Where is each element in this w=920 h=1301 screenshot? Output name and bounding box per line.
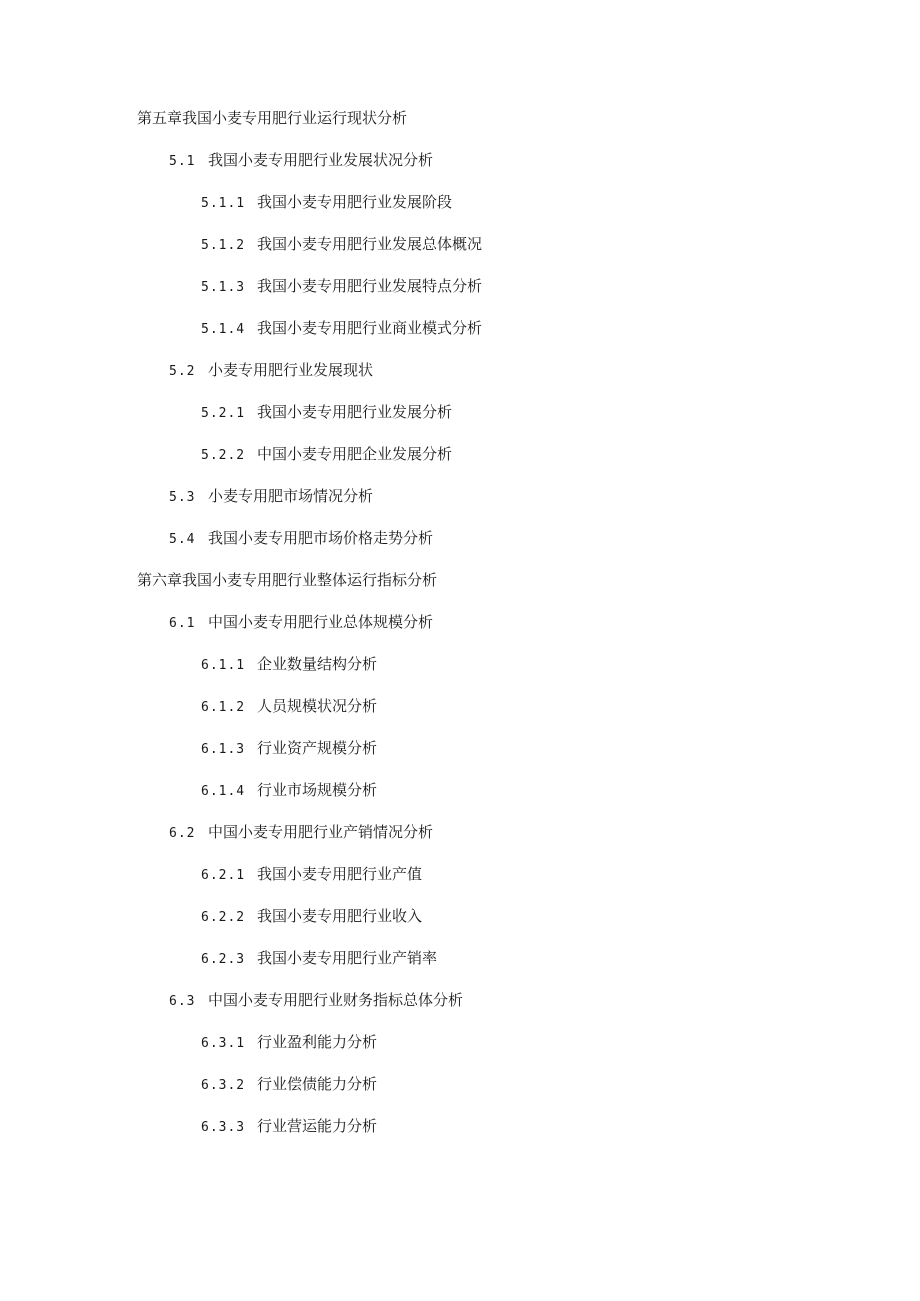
toc-entry-number: 5.1.4: [201, 322, 246, 337]
toc-entry-number: 5.1.2: [201, 238, 246, 253]
toc-entry-title: 第五章我国小麦专用肥行业运行现状分析: [137, 109, 408, 127]
toc-entry-title: 中国小麦专用肥行业总体规模分析: [208, 613, 434, 631]
toc-entry-number: 6.2.3: [201, 952, 246, 967]
toc-entry-number: 6.2.1: [201, 868, 246, 883]
toc-entry-subsection: [0, 859, 920, 901]
toc-entry-number: 6.1.4: [201, 784, 246, 799]
toc-entry-number: 5.2: [169, 364, 196, 379]
toc-entry-subsection: [0, 1069, 920, 1111]
toc-entry-number: 5.4: [169, 532, 196, 547]
toc-entry-title: 我国小麦专用肥行业发展分析: [257, 403, 453, 421]
toc-entry-title: 我国小麦专用肥行业收入: [257, 907, 423, 925]
toc-entry-subsection: [0, 691, 920, 733]
toc-entry-subsection: [0, 943, 920, 985]
toc-entry-subsection: [0, 271, 920, 313]
toc-entry-number: 6.3.3: [201, 1120, 246, 1135]
toc-entry-subsection: [0, 187, 920, 229]
toc-entry-number: 6.2.2: [201, 910, 246, 925]
toc-entry-title: 行业资产规模分析: [257, 739, 378, 757]
toc-entry-title: 我国小麦专用肥行业产销率: [257, 949, 438, 967]
toc-entry-title: 企业数量结构分析: [257, 655, 378, 673]
toc-entry-number: 5.1.3: [201, 280, 246, 295]
toc-entry-title: 小麦专用肥行业发展现状: [208, 361, 374, 379]
toc-entry-title: 人员规模状况分析: [257, 697, 378, 715]
toc-entry-title: 行业营运能力分析: [257, 1117, 378, 1135]
toc-entry-title: 我国小麦专用肥行业产值: [257, 865, 423, 883]
toc-entry-number: 5.2.2: [201, 448, 246, 463]
toc-entry-number: 6.1: [169, 616, 196, 631]
toc-entry-chapter: [0, 565, 920, 607]
toc-entry-number: 6.1.1: [201, 658, 246, 673]
toc-entry-subsection: [0, 1111, 920, 1153]
toc-entry-number: 6.2: [169, 826, 196, 841]
toc-entry-title: 我国小麦专用肥市场价格走势分析: [208, 529, 434, 547]
toc-entry-subsection: [0, 733, 920, 775]
toc-entry-number: 5.2.1: [201, 406, 246, 421]
toc-entry-number: 6.3: [169, 994, 196, 1009]
toc-entry-subsection: [0, 229, 920, 271]
toc-entry-chapter: [0, 103, 920, 145]
toc-entry-number: 5.1.1: [201, 196, 246, 211]
toc-entry-number: 6.3.1: [201, 1036, 246, 1051]
toc-entry-section: [0, 985, 920, 1027]
toc-entry-title: 行业偿债能力分析: [257, 1075, 378, 1093]
toc-entry-section: [0, 607, 920, 649]
toc-entry-subsection: [0, 901, 920, 943]
toc-entry-subsection: [0, 313, 920, 355]
toc-entry-title: 第六章我国小麦专用肥行业整体运行指标分析: [137, 571, 438, 589]
toc-entry-title: 我国小麦专用肥行业发展特点分析: [257, 277, 483, 295]
toc-entry-title: 中国小麦专用肥行业产销情况分析: [208, 823, 434, 841]
toc-entry-section: [0, 481, 920, 523]
toc-entry-section: [0, 355, 920, 397]
toc-entry-title: 我国小麦专用肥行业发展阶段: [257, 193, 453, 211]
toc-entry-section: [0, 817, 920, 859]
toc-entry-number: 5.1: [169, 154, 196, 169]
toc-entry-subsection: [0, 649, 920, 691]
toc-entry-number: 5.3: [169, 490, 196, 505]
toc-entry-subsection: [0, 1027, 920, 1069]
toc-entry-section: [0, 523, 920, 565]
toc-entry-number: 6.1.2: [201, 700, 246, 715]
toc-entry-title: 行业盈利能力分析: [257, 1033, 378, 1051]
toc-entry-title: 我国小麦专用肥行业商业模式分析: [257, 319, 483, 337]
toc-entry-subsection: [0, 775, 920, 817]
toc-entry-title: 行业市场规模分析: [257, 781, 378, 799]
toc-entry-number: 6.1.3: [201, 742, 246, 757]
toc-entry-title: 小麦专用肥市场情况分析: [208, 487, 374, 505]
table-of-contents: [0, 103, 920, 1153]
toc-entry-section: [0, 145, 920, 187]
toc-entry-title: 我国小麦专用肥行业发展状况分析: [208, 151, 434, 169]
toc-entry-title: 中国小麦专用肥企业发展分析: [257, 445, 453, 463]
toc-entry-number: 6.3.2: [201, 1078, 246, 1093]
toc-entry-title: 我国小麦专用肥行业发展总体概况: [257, 235, 483, 253]
toc-entry-subsection: [0, 397, 920, 439]
toc-entry-title: 中国小麦专用肥行业财务指标总体分析: [208, 991, 464, 1009]
toc-entry-subsection: [0, 439, 920, 481]
